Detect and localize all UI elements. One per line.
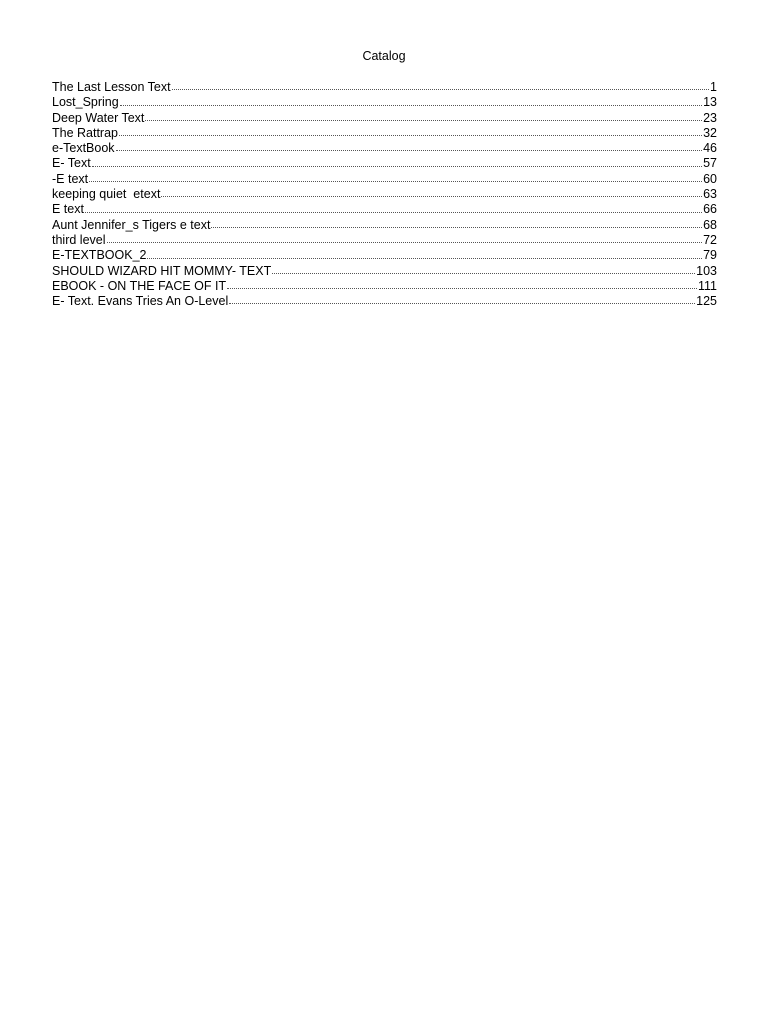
dot-leader (145, 120, 702, 121)
toc-entry-title: -E text (52, 171, 89, 186)
dot-leader (272, 273, 695, 274)
toc-entry[interactable] (52, 187, 717, 202)
toc-entry-page-number: 72 (703, 232, 717, 247)
toc-entry-title: E- Text (52, 156, 91, 171)
toc-entry-page-number: 66 (703, 202, 717, 217)
toc-entry-title: EBOOK - ON THE FACE OF IT (52, 278, 227, 293)
toc-entry[interactable] (52, 279, 717, 294)
toc-entry-page-number: 1 (710, 80, 717, 94)
toc-entry-title: E- Text. Evans Tries An O-Level (52, 294, 229, 309)
toc-entry-title: The Last Lesson Text (52, 80, 171, 94)
table-of-contents (52, 80, 717, 309)
toc-entry[interactable] (52, 233, 717, 248)
toc-entry-page-number: 68 (703, 217, 717, 232)
toc-entry[interactable] (52, 141, 717, 156)
dot-leader (229, 303, 695, 304)
toc-entry-page-number: 32 (703, 125, 717, 140)
dot-leader (85, 212, 702, 213)
dot-leader (107, 242, 703, 243)
toc-entry[interactable] (52, 80, 717, 95)
toc-entry[interactable] (52, 218, 717, 233)
toc-entry-title: E text (52, 202, 84, 217)
dot-leader (227, 288, 697, 289)
toc-entry-title: SHOULD WIZARD HIT MOMMY- TEXT (52, 263, 272, 278)
toc-entry-page-number: 57 (703, 156, 717, 171)
toc-entry-title: third level (52, 232, 106, 247)
dot-leader (147, 258, 702, 259)
dot-leader (119, 135, 702, 136)
toc-entry[interactable] (52, 95, 717, 110)
toc-entry-title: Deep Water Text (52, 110, 145, 125)
toc-entry-page-number: 79 (703, 248, 717, 263)
dot-leader (92, 166, 702, 167)
toc-entry-page-number: 111 (697, 278, 717, 293)
toc-entry-title: Aunt Jennifer_s Tigers e text (52, 217, 211, 232)
toc-entry-page-number: 125 (696, 294, 717, 309)
dot-leader (211, 227, 702, 228)
toc-entry[interactable] (52, 126, 717, 141)
toc-entry-page-number: 23 (703, 110, 717, 125)
toc-entry[interactable] (52, 172, 717, 187)
dot-leader (89, 181, 702, 182)
toc-entry-page-number: 60 (703, 171, 717, 186)
dot-leader (172, 89, 709, 90)
toc-entry-title: E-TEXTBOOK_2 (52, 248, 147, 263)
toc-entry[interactable] (52, 202, 717, 217)
toc-entry-page-number: 46 (703, 141, 717, 156)
toc-entry-title: keeping quiet etext (52, 187, 161, 202)
page-title: Catalog (362, 49, 406, 63)
toc-entry-title: Lost_Spring (52, 95, 119, 110)
toc-entry-title: The Rattrap (52, 125, 119, 140)
dot-leader (161, 196, 702, 197)
dot-leader (120, 105, 702, 106)
toc-entry[interactable] (52, 156, 717, 171)
toc-entry-page-number: 103 (696, 263, 717, 278)
toc-entry-page-number: 13 (703, 95, 717, 110)
dot-leader (116, 150, 703, 151)
toc-entry[interactable] (52, 264, 717, 279)
toc-entry[interactable] (52, 111, 717, 126)
toc-entry-title: e-TextBook (52, 141, 115, 156)
toc-entry[interactable] (52, 294, 717, 309)
toc-entry-page-number: 63 (703, 187, 717, 202)
toc-entry[interactable] (52, 248, 717, 263)
